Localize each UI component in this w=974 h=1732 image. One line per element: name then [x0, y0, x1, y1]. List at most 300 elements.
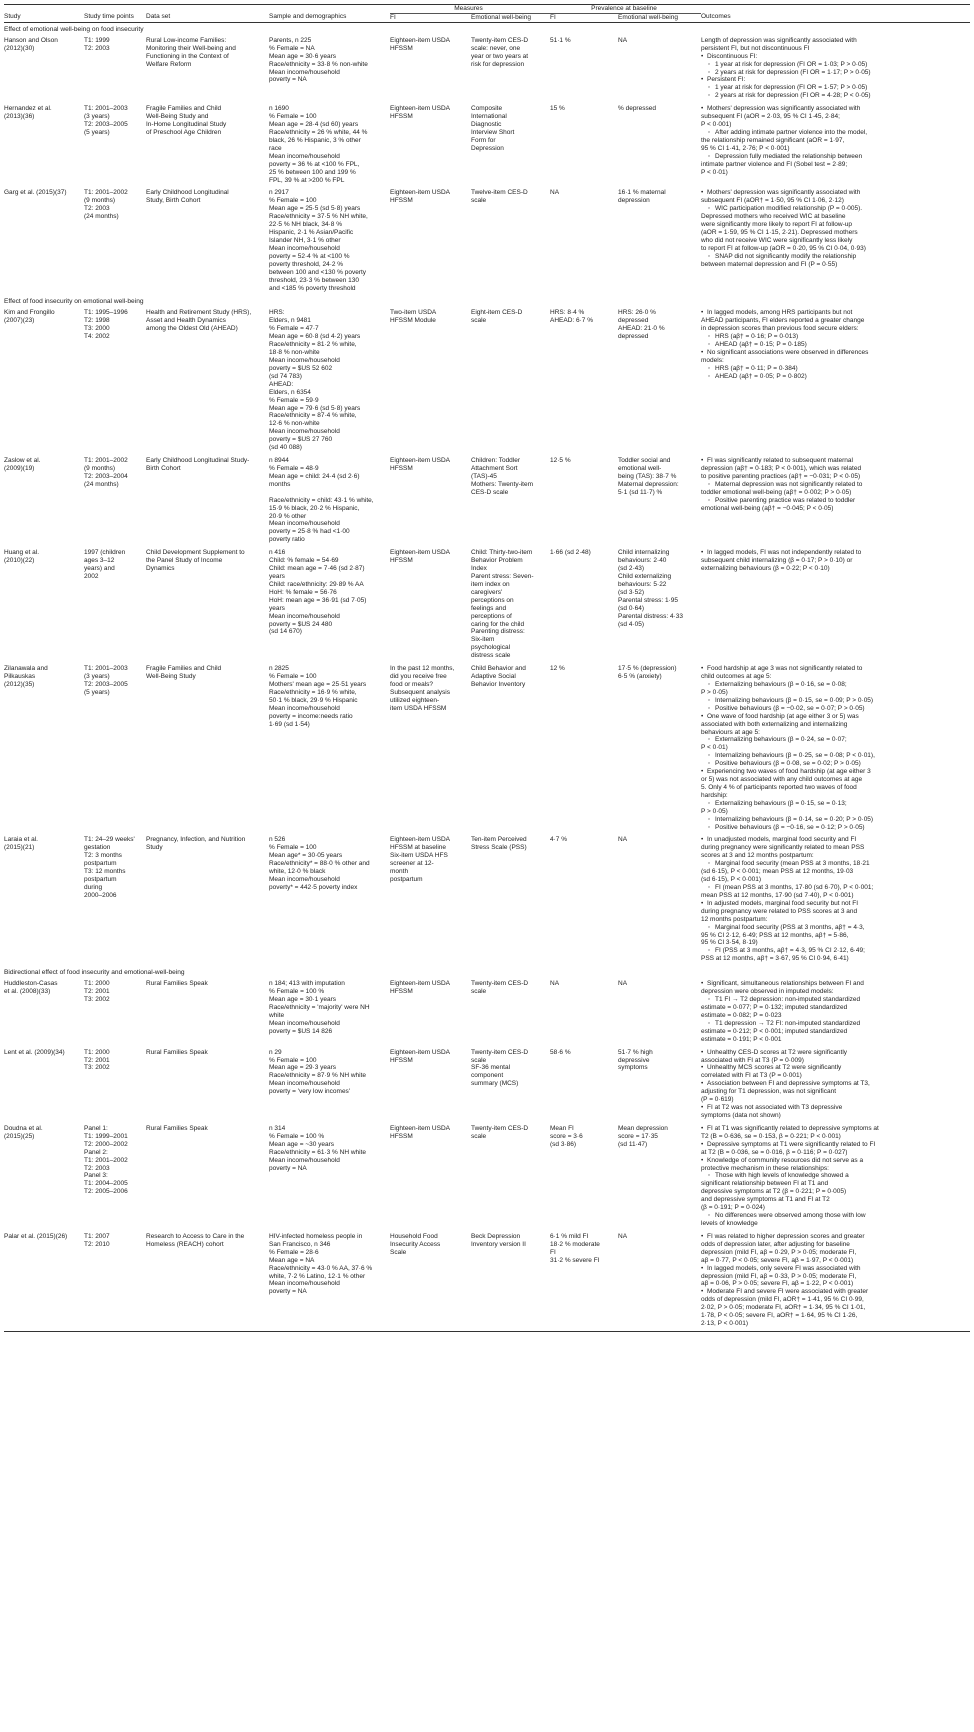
- cell-line: scale: [471, 988, 487, 996]
- cell-data-set: [146, 547, 269, 663]
- cell-line: white: [269, 1011, 285, 1019]
- cell-fi-prevalence: [550, 978, 618, 1046]
- cell-line: Twenty-item CES-D: [471, 1124, 529, 1132]
- cell-fi-measure: [390, 834, 471, 966]
- outcome-bullet: ◦ 1 year at risk for depression (FI OR = 1·57; P > 0·05): [701, 84, 967, 92]
- outcome-bullet: • One wave of food hardship (at age either 3 or 5) was: [701, 713, 967, 721]
- cell-sample: [269, 455, 390, 547]
- cell-line: Race/ethnicity = child: 43·1 % white,: [269, 496, 374, 504]
- cell-fi-prevalence: [550, 1047, 618, 1123]
- cell-line: NA: [550, 189, 560, 197]
- cell-line: Race/ethnicity* = 88·0 % other and: [269, 860, 370, 868]
- cell-line: T2: 2003–2005: [84, 680, 128, 688]
- outcome-line: externalizing behaviours (β = 0·22; P < 0·10): [701, 565, 830, 573]
- cell-data-set: [146, 1047, 269, 1123]
- cell-line: 51·1 %: [550, 36, 571, 44]
- cell-sample: [269, 103, 390, 187]
- cell-line: NA: [618, 36, 628, 44]
- outcome-bullet: ◦ Externalizing behaviours (β = 0·15, se = 0·13;: [701, 800, 967, 808]
- column-header-ewb-measure: Emotional well-being: [471, 13, 550, 22]
- cell-line: Mean income/household: [269, 68, 340, 76]
- cell-line: Child Development Supplement to: [146, 549, 245, 557]
- outcome-bullet: • Unhealthy MCS scores at T2 were significantly: [701, 1064, 967, 1072]
- outcome-line: estimate = 0·191; P < 0·001: [701, 1035, 782, 1043]
- cell-ewb-measure: [471, 103, 550, 187]
- cell-line: Eighteen-item USDA: [390, 980, 450, 988]
- cell-fi-measure: [390, 547, 471, 663]
- cell-sample: [269, 307, 390, 455]
- cell-study: [4, 35, 84, 103]
- cell-line: Child internalizing: [618, 549, 670, 557]
- cell-line: score = 3·6: [550, 1132, 583, 1140]
- cell-fi-measure: [390, 1123, 471, 1231]
- cell-line: Well-Being Study and: [146, 113, 209, 121]
- cell-line: (sd 74 783): [269, 372, 302, 380]
- outcome-line: subsequent child internalizing (β = 0·17; P > 0·10) or: [701, 557, 853, 565]
- cell-line: Composite: [471, 105, 503, 113]
- cell-line: Doudna et al.: [4, 1124, 43, 1132]
- cell-study: [4, 187, 84, 295]
- outcome-line: correlated with FI at T3 (P = 0·001): [701, 1072, 802, 1080]
- cell-line: Diagnostic: [471, 121, 502, 129]
- cell-line: (3 years): [84, 673, 110, 681]
- cell-line: Mean age = 30·6 years: [269, 52, 337, 60]
- outcome-line: Length of depression was significantly associated with: [701, 36, 857, 44]
- cell-line: (2013)(36): [4, 113, 35, 121]
- cell-time-points: [84, 103, 146, 187]
- cell-line: 50·1 % black, 29·9 % Hispanic: [269, 696, 358, 704]
- cell-line: Mothers: Twenty-item: [471, 480, 534, 488]
- cell-line: SF-36 mental: [471, 1064, 511, 1072]
- cell-line: poverty threshold, 24·2 %: [269, 260, 344, 268]
- cell-outcomes: [701, 1047, 970, 1123]
- outcome-line: subsequent FI (aOR† = 1·50, 95 % CI 1·06, 2·12): [701, 197, 844, 205]
- outcome-bullet: ◦ 1 year at risk for depression (FI OR = 1·03; P > 0·05): [701, 61, 967, 69]
- cell-line: HRS: 26·0 %: [618, 309, 656, 317]
- cell-line: Mean income/household: [269, 612, 340, 620]
- table-row: [4, 547, 970, 663]
- cell-line: threshold, 23·3 % between 130: [269, 276, 359, 284]
- cell-line: T2: 1998: [84, 317, 110, 325]
- outcome-bullet: • Discontinuous FI:: [701, 53, 967, 61]
- cell-data-set: [146, 834, 269, 966]
- outcome-line: adjusting for T1 depression, was not significant: [701, 1088, 837, 1096]
- cell-line: Household Food: [390, 1232, 438, 1240]
- cell-line: % Female = 28·6: [269, 1248, 319, 1256]
- outcome-line: mean PSS at 12 months, 17·90 (sd 7·40), P < 0·001): [701, 891, 854, 899]
- cell-line: risk for depression: [471, 60, 525, 68]
- cell-ewb-prevalence: [618, 834, 701, 966]
- cell-line: HFSSM: [390, 557, 413, 565]
- cell-line: race: [269, 144, 282, 152]
- outcome-line: P < 0·01): [701, 168, 728, 176]
- cell-line: T2: 2000–2002: [84, 1140, 128, 1148]
- cell-line: Elders, n 9481: [269, 317, 311, 325]
- cell-line: months: [269, 480, 291, 488]
- cell-line: CES-D scale: [471, 488, 509, 496]
- outcome-line: or 5) was not associated with any child outcomes at age: [701, 776, 863, 784]
- outcome-line: odds of depression (mild FI, aOR† = 1·41, 95 % CI 0·99,: [701, 1296, 864, 1304]
- cell-line: HoH: % female = 56·76: [269, 588, 337, 596]
- cell-line: Mean age = 29·3 years: [269, 1064, 337, 1072]
- outcome-line: P > 0·05): [701, 807, 728, 815]
- outcome-line: 95 % CI 3·54, 8·19): [701, 939, 758, 947]
- cell-ewb-prevalence: [618, 455, 701, 547]
- cell-line: % Female = 100 %: [269, 988, 325, 996]
- cell-line: % Female = 100: [269, 113, 317, 121]
- cell-line: ages 3–12: [84, 557, 115, 565]
- outcome-line: (aOR = 1·59, 95 % CI 1·15, 2·21). Depressed mothers: [701, 229, 858, 237]
- cell-ewb-prevalence: [618, 978, 701, 1046]
- cell-outcomes: [701, 103, 970, 187]
- cell-line: % Female = 48·9: [269, 465, 319, 472]
- cell-line: International: [471, 113, 507, 121]
- cell-line: AHEAD: 21·0 %: [618, 325, 665, 333]
- cell-line: Race/ethnicity = 61·3 % NH white: [269, 1148, 367, 1156]
- cell-line: T1: 2004–2005: [84, 1180, 128, 1188]
- cell-line: poverty = NA: [269, 76, 307, 84]
- cell-line: Parenting distress:: [471, 628, 525, 636]
- cell-time-points: [84, 35, 146, 103]
- cell-fi-measure: [390, 455, 471, 547]
- cell-line: scale: [471, 1132, 487, 1140]
- cell-line: (2009)(19): [4, 465, 35, 472]
- cell-line: Mean income/household: [269, 520, 340, 528]
- cell-line: Rural Families Speak: [146, 980, 208, 988]
- outcome-line: depressive symptoms at T2 (β = 0·221; P = 0·005): [701, 1188, 847, 1196]
- cell-line: Functioning in the Context of: [146, 52, 229, 60]
- cell-line: Mean FI: [550, 1124, 574, 1132]
- cell-line: Form for: [471, 136, 496, 144]
- cell-line: poverty* = 442·5 poverty index: [269, 884, 358, 892]
- outcome-line: in depression scores than previous food secure elders:: [701, 325, 859, 333]
- cell-line: Mean age = 30·1 years: [269, 996, 337, 1004]
- cell-line: Parent stress: Seven-: [471, 572, 534, 580]
- outcome-bullet: • FI was significantly related to subsequent maternal: [701, 457, 967, 465]
- cell-line: years: [269, 572, 285, 580]
- cell-line: white, 7·2 % Latino, 12·1 % other: [269, 1272, 366, 1280]
- cell-line: Monitoring their Well-being and: [146, 44, 236, 52]
- outcome-bullet: ◦ Depression fully mediated the relationship between: [701, 153, 967, 161]
- cell-line: Mean age = 60·8 (sd 4·2) years: [269, 333, 361, 341]
- cell-line: Eighteen-item USDA: [390, 836, 450, 844]
- outcome-line: T2 (B = 0·636, se = 0·153, β = 0·221; P < 0·001): [701, 1132, 841, 1140]
- outcome-line: 95 % CI 2·12, 6·49; PSS at 12 months, aβ† = 5·86,: [701, 931, 849, 939]
- cell-time-points: [84, 547, 146, 663]
- table-row: [4, 1123, 970, 1231]
- cell-line: n 184; 413 with imputation: [269, 980, 345, 988]
- outcome-bullet: • In lagged models, FI was not independently related to: [701, 549, 967, 557]
- cell-ewb-measure: [471, 307, 550, 455]
- outcome-line: who did not receive WIC were significantly less likely: [701, 237, 853, 244]
- cell-line: (sd 11·47): [618, 1140, 648, 1148]
- cell-line: 12·5 %: [550, 457, 571, 465]
- cell-line: depressive: [618, 1056, 650, 1064]
- table-row: [4, 187, 970, 295]
- cell-data-set: [146, 1123, 269, 1231]
- cell-line: (9 months): [84, 197, 116, 205]
- cell-line: scale: [471, 1056, 487, 1064]
- cell-line: Parental stress: 1·95: [618, 596, 678, 604]
- cell-line: (2015)(25): [4, 1132, 35, 1140]
- cell-fi-measure: [390, 307, 471, 455]
- cell-line: depressed: [618, 317, 649, 325]
- cell-line: Interview Short: [471, 129, 515, 137]
- cell-line: Toddler social and: [618, 457, 671, 465]
- cell-line: In-Home Longitudinal Study: [146, 121, 227, 129]
- outcome-bullet: ◦ T1 FI → T2 depression: non-imputed standardized: [701, 996, 967, 1004]
- cell-line: Mean income/household: [269, 1080, 340, 1088]
- cell-line: Palar et al. (2015)(26): [4, 1232, 68, 1240]
- cell-line: (9 months): [84, 465, 116, 472]
- cell-study: [4, 1123, 84, 1231]
- outcome-bullet: ◦ Marginal food security (mean PSS at 3 months, 18·21: [701, 860, 967, 868]
- studies-table: [4, 4, 970, 1332]
- outcome-bullet: ◦ T1 depression → T2 FI: non-imputed standardized: [701, 1020, 967, 1028]
- cell-line: the Panel Study of Income: [146, 557, 223, 565]
- column-header-fi-measure: FI: [390, 13, 471, 22]
- cell-line: poverty = $US 52 602: [269, 364, 333, 372]
- cell-line: between 100 and <130 % poverty: [269, 268, 367, 276]
- outcome-line: P < 0·01): [701, 744, 728, 752]
- column-header-outcomes: Outcomes: [701, 13, 970, 22]
- cell-line: HFSSM: [390, 988, 413, 996]
- cell-line: T1: 24–29 weeks': [84, 836, 135, 844]
- cell-line: (2007)(23): [4, 317, 35, 325]
- cell-line: n 2917: [269, 189, 289, 197]
- cell-study: [4, 834, 84, 966]
- cell-data-set: [146, 978, 269, 1046]
- table-row: [4, 307, 970, 455]
- cell-line: Twenty-item CES-D: [471, 1048, 529, 1056]
- cell-line: Early Childhood Longitudinal: [146, 189, 229, 197]
- cell-outcomes: [701, 663, 970, 834]
- cell-line: Research to Access to Care in the: [146, 1232, 245, 1240]
- outcome-bullet: ◦ Internalizing behaviours (β = 0·25, se = 0·08; P < 0·01),: [701, 752, 967, 760]
- cell-line: Panel 2:: [84, 1148, 108, 1156]
- cell-line: T1: 2001–2002: [84, 189, 128, 197]
- cell-line: Eighteen-item USDA: [390, 549, 450, 557]
- cell-line: (2012)(30): [4, 44, 35, 52]
- outcome-bullet: • Mothers' depression was significantly associated with: [701, 105, 967, 113]
- cell-fi-prevalence: [550, 455, 618, 547]
- cell-line: In the past 12 months,: [390, 665, 455, 673]
- cell-outcomes: [701, 547, 970, 663]
- cell-line: Maternal depression:: [618, 480, 679, 488]
- cell-line: Mean income/household: [269, 1280, 340, 1288]
- cell-line: Behavior Problem: [471, 557, 523, 565]
- cell-line: Mean income/household: [269, 1156, 340, 1164]
- cell-line: Mean age = ~30 years: [269, 1140, 335, 1148]
- cell-outcomes: [701, 35, 970, 103]
- cell-outcomes: [701, 1123, 970, 1231]
- cell-line: Eight-item CES-D: [471, 309, 523, 317]
- cell-fi-prevalence: [550, 834, 618, 966]
- outcome-line: 2·02, P > 0·05; moderate FI, aOR† = 1·34, 95 % CI 1·01,: [701, 1304, 866, 1312]
- cell-line: did you receive free: [390, 673, 447, 681]
- table-row: [4, 103, 970, 187]
- cell-ewb-measure: [471, 978, 550, 1046]
- cell-fi-prevalence: [550, 103, 618, 187]
- outcome-line: Depressed mothers who received WIC at baseline: [701, 213, 846, 221]
- cell-line: Eighteen-item USDA: [390, 189, 450, 197]
- cell-line: Hanson and Olson: [4, 36, 58, 44]
- cell-line: Beck Depression: [471, 1232, 521, 1240]
- outcome-line: (sd 6·15), P < 0·001): [701, 876, 762, 884]
- cell-line: Early Childhood Longitudinal Study-: [146, 457, 250, 465]
- cell-line: Welfare Reform: [146, 60, 192, 68]
- cell-line: (24 months): [84, 213, 119, 221]
- cell-line: (2015)(21): [4, 844, 35, 852]
- column-header-study: Study: [4, 13, 84, 22]
- cell-line: 12·6 % non-white: [269, 420, 320, 428]
- outcome-bullet: ◦ AHEAD (aβ† = 0·15; P = 0·185): [701, 341, 967, 349]
- cell-line: Pilkauskas: [4, 673, 36, 681]
- outcome-bullet: • Knowledge of community resources did not serve as a: [701, 1157, 967, 1165]
- outcome-line: PSS at 12 months, aβ† = 3·67, 95 % CI 0·94, 6·41): [701, 955, 849, 963]
- cell-line: Mean income/household: [269, 876, 340, 884]
- cell-line: utilized eighteen-: [390, 696, 440, 704]
- cell-fi-prevalence: [550, 35, 618, 103]
- cell-study: [4, 103, 84, 187]
- cell-line: Six-item USDA HFS: [390, 852, 448, 860]
- cell-data-set: [146, 187, 269, 295]
- outcome-line: behaviours at age 5:: [701, 728, 760, 736]
- cell-line: poverty = 36 % at <100 % FPL,: [269, 160, 360, 168]
- cell-line: Stress Scale (PSS): [471, 844, 527, 852]
- cell-line: behaviours: 2·40: [618, 557, 667, 565]
- cell-line: poverty ratio: [269, 536, 305, 544]
- cell-line: T3: 2002: [84, 996, 110, 1004]
- cell-ewb-prevalence: [618, 35, 701, 103]
- cell-line: Six-item: [471, 636, 495, 644]
- cell-ewb-prevalence: [618, 663, 701, 834]
- cell-line: 31·2 % severe FI: [550, 1256, 600, 1264]
- cell-line: 6·5 % (anxiety): [618, 673, 662, 681]
- cell-line: Mean income/household: [269, 428, 340, 436]
- cell-ewb-measure: [471, 1231, 550, 1331]
- cell-line: Eighteen-item USDA: [390, 457, 450, 465]
- outcome-line: to positive parenting practices (aβ† = −0·031; P < 0·05): [701, 472, 861, 480]
- outcome-line: the relationship remained significant (aOR = 1·97,: [701, 136, 845, 144]
- outcome-bullet: • Persistent FI:: [701, 76, 967, 84]
- cell-line: Race/ethnicity = 87·4 % white,: [269, 412, 357, 420]
- cell-fi-measure: [390, 35, 471, 103]
- table-row: [4, 1231, 970, 1331]
- cell-line: T2: 2003: [84, 205, 110, 213]
- outcome-line: P < 0·001): [701, 121, 732, 129]
- cell-line: poverty = NA: [269, 1288, 307, 1296]
- cell-line: Twelve-item CES-D: [471, 189, 528, 197]
- cell-line: Mean income/household: [269, 704, 340, 712]
- measures-group-header: Measures: [390, 5, 550, 13]
- cell-line: Mean age* = 30·05 years: [269, 852, 343, 860]
- cell-line: perceptions of: [471, 612, 512, 620]
- cell-line: HRS: 8·4 %: [550, 309, 585, 317]
- cell-line: Kim and Frongillo: [4, 309, 55, 317]
- cell-line: T3: 12 months: [84, 868, 126, 876]
- outcome-line: subsequent FI (aOR = 2·03, 95 % CI 1·45, 2·84;: [701, 113, 840, 121]
- cell-line: T3: 2002: [84, 1064, 110, 1072]
- outcome-line: estimate = 0·082; P = 0·023: [701, 1011, 782, 1019]
- cell-sample: [269, 187, 390, 295]
- cell-line: food or meals?: [390, 680, 433, 688]
- cell-line: Child: race/ethnicity: 29·89 % AA: [269, 580, 364, 588]
- cell-fi-measure: [390, 1231, 471, 1331]
- section-title: Bidirectional effect of food insecurity and emotional-well-being: [4, 969, 185, 977]
- cell-line: symptoms: [618, 1064, 648, 1072]
- cell-line: Hernandez et al.: [4, 105, 52, 113]
- cell-line: (5 years): [84, 688, 110, 696]
- cell-line: T1: 2000: [84, 980, 110, 988]
- cell-line: Dynamics: [146, 565, 175, 573]
- cell-line: among the Oldest Old (AHEAD): [146, 325, 238, 333]
- table-row: [4, 834, 970, 966]
- cell-line: 2000–2006: [84, 891, 117, 899]
- outcome-line: symptoms (data not shown): [701, 1112, 781, 1120]
- cell-ewb-measure: [471, 547, 550, 663]
- cell-line: component: [471, 1072, 504, 1080]
- cell-line: NA: [618, 980, 628, 988]
- cell-time-points: [84, 307, 146, 455]
- cell-ewb-prevalence: [618, 307, 701, 455]
- cell-line: year or two years at: [471, 52, 529, 60]
- cell-fi-measure: [390, 187, 471, 295]
- outcome-line: persistent FI, but not discontinuous FI: [701, 44, 810, 52]
- outcome-line: protective mechanism in these relationships:: [701, 1164, 829, 1172]
- cell-outcomes: [701, 1231, 970, 1331]
- outcome-line: associated with both externalizing and internalizing: [701, 720, 848, 728]
- outcome-line: intimate partner violence and FI (Sobel test = 2·89;: [701, 160, 848, 168]
- cell-line: during: [84, 884, 103, 892]
- cell-line: Ten-item Perceived: [471, 836, 527, 844]
- cell-line: Huang et al.: [4, 549, 40, 557]
- cell-line: Mean age = 79·6 (sd 5·8) years: [269, 404, 361, 412]
- cell-line: Rural Families Speak: [146, 1048, 208, 1056]
- outcome-line: emotional well-being (aβ† = −0·045; P < 0·05): [701, 504, 834, 512]
- cell-fi-prevalence: [550, 307, 618, 455]
- section-title: Effect of food insecurity on emotional well-being: [4, 298, 144, 306]
- section-header-row: [4, 966, 970, 978]
- section-title: Effect of emotional well-being on food insecurity: [4, 25, 144, 33]
- cell-line: HFSSM: [390, 113, 413, 121]
- cell-line: T2: 2001: [84, 988, 110, 996]
- section-header-row: [4, 22, 970, 35]
- cell-line: poverty = $US 24 480: [269, 620, 333, 628]
- cell-line: Race/ethnicity = 87·9 % NH white: [269, 1072, 367, 1080]
- outcome-bullet: ◦ Those with high levels of knowledge showed a: [701, 1172, 967, 1180]
- cell-line: (TAS)-45: [471, 472, 497, 480]
- cell-line: 51·7 % high: [618, 1048, 653, 1056]
- column-header-time-points: Study time points: [84, 13, 146, 22]
- cell-line: Parents, n 225: [269, 36, 312, 44]
- cell-fi-prevalence: [550, 663, 618, 834]
- cell-data-set: [146, 307, 269, 455]
- cell-line: Child: Thirty-two-item: [471, 549, 533, 557]
- cell-line: FI: [550, 1248, 556, 1256]
- cell-line: Mean income/household: [269, 244, 340, 252]
- cell-line: (sd 0·64): [618, 604, 645, 612]
- cell-outcomes: [701, 978, 970, 1046]
- table-body: [4, 22, 970, 1331]
- outcome-bullet: • No significant associations were observed in differences: [701, 349, 967, 357]
- cell-line: Race/ethnicity = 26 % white, 44 %: [269, 129, 368, 137]
- outcome-line: significant relationship between FI at T1 and: [701, 1180, 829, 1188]
- outcome-line: levels of knowledge: [701, 1220, 758, 1227]
- cell-line: (2010)(22): [4, 557, 35, 565]
- cell-line: T1: 1999: [84, 36, 110, 44]
- outcome-line: hardship:: [701, 791, 728, 799]
